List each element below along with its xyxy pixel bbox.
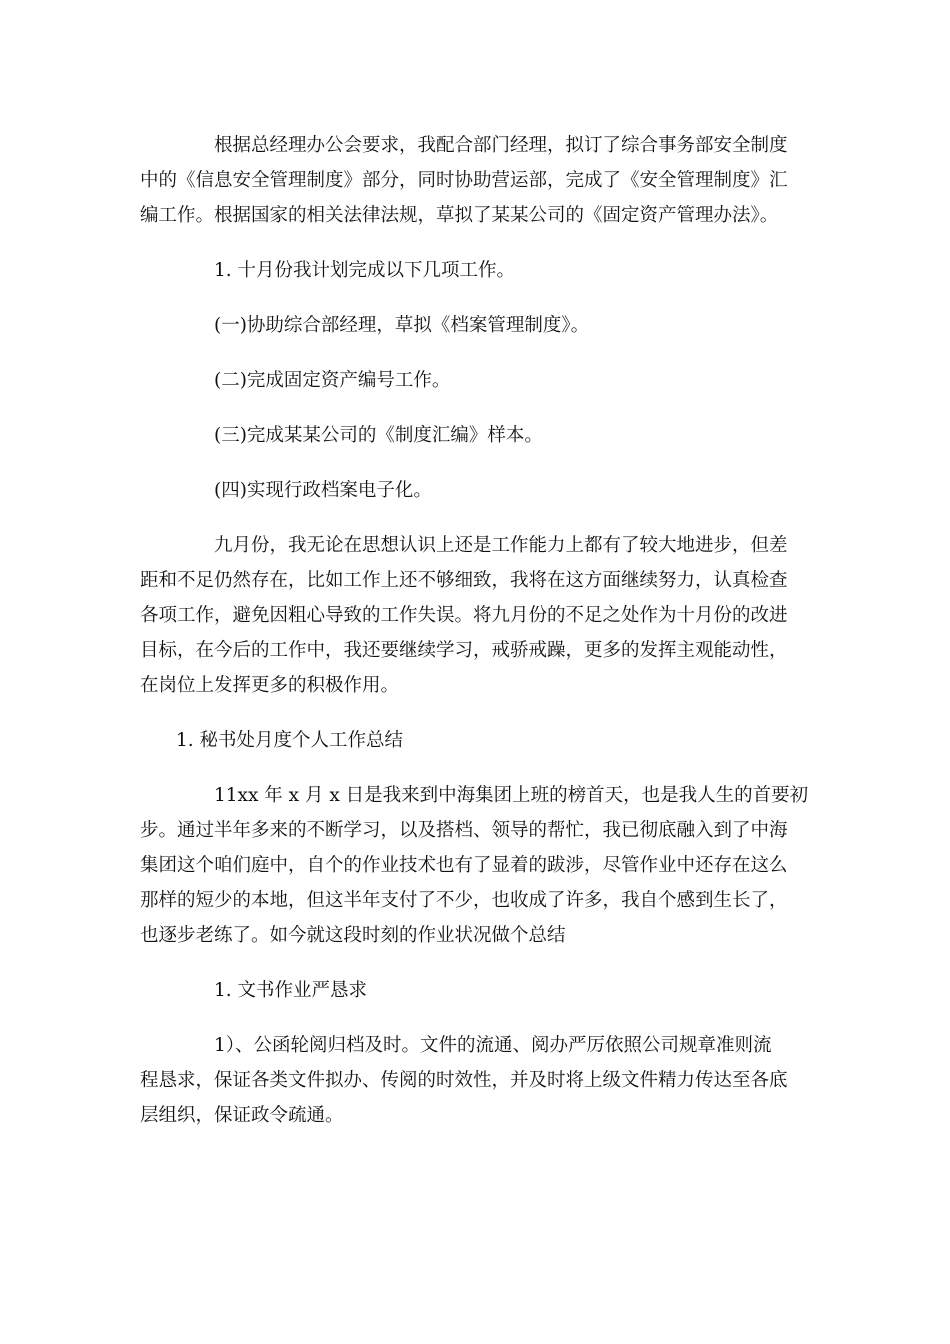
- text-line: 那样的短少的本地，但这半年支付了不少，也收成了许多，我自个感到生长了，: [140, 890, 788, 911]
- paragraph: [140, 253, 810, 288]
- paragraph: [140, 363, 810, 398]
- text-line: (四)实现行政档案电子化。: [214, 480, 432, 501]
- text-line: 编工作。根据国家的相关法律法规，草拟了某某公司的《固定资产管理办法》。: [140, 205, 779, 226]
- text-line: 九月份，我无论在思想认识上还是工作能力上都有了较大地进步，但差: [214, 535, 788, 556]
- text-line: 距和不足仍然存在，比如工作上还不够细致，我将在这方面继续努力，认真检查: [140, 570, 788, 591]
- text-line: 根据总经理办公会要求，我配合部门经理，拟订了综合事务部安全制度: [214, 135, 788, 156]
- paragraph: [140, 308, 810, 343]
- text-line: 各项工作，避免因粗心导致的工作失误。将九月份的不足之处作为十月份的改进: [140, 605, 788, 626]
- paragraph: [140, 418, 810, 453]
- paragraph: [140, 973, 810, 1008]
- paragraph: [140, 778, 810, 953]
- text-line: 目标，在今后的工作中，我还要继续学习，戒骄戒躁，更多的发挥主观能动性，: [140, 640, 788, 661]
- paragraph: [140, 128, 810, 233]
- text-line: 1. 十月份我计划完成以下几项工作。: [214, 260, 516, 281]
- text-line: 集团这个咱们庭中，自个的作业技术也有了显着的跋涉，尽管作业中还存在这么: [140, 855, 788, 876]
- paragraph: [140, 528, 810, 703]
- text-line: 程恳求，保证各类文件拟办、传阅的时效性，并及时将上级文件精力传达至各底: [140, 1070, 788, 1091]
- paragraph: [140, 723, 810, 758]
- text-line: 层组织，保证政令疏通。: [140, 1105, 344, 1126]
- text-line: 1. 文书作业严恳求: [214, 980, 368, 1001]
- text-line: (一)协助综合部经理，草拟《档案管理制度》。: [214, 315, 590, 336]
- text-line: 也逐步老练了。如今就这段时刻的作业状况做个总结: [140, 925, 566, 946]
- text-line: (三)完成某某公司的《制度汇编》样本。: [214, 425, 543, 446]
- paragraph: [140, 1028, 810, 1133]
- text-line: 步。通过半年多来的不断学习，以及搭档、领导的帮忙，我已彻底融入到了中海: [140, 820, 788, 841]
- text-line: 11xx 年 x 月 x 日是我来到中海集团上班的榜首天，也是我人生的首要初: [214, 785, 809, 806]
- document-body: [140, 128, 810, 1153]
- text-line: 中的《信息安全管理制度》部分，同时协助营运部，完成了《安全管理制度》汇: [140, 170, 788, 191]
- text-line: 1）、公函轮阅归档及时。文件的流通、阅办严厉依照公司规章准则流: [214, 1035, 772, 1056]
- text-line: 在岗位上发挥更多的积极作用。: [140, 675, 400, 696]
- text-line: (二)完成固定资产编号工作。: [214, 370, 451, 391]
- paragraph: [140, 473, 810, 508]
- text-line: 1. 秘书处月度个人工作总结: [176, 730, 404, 751]
